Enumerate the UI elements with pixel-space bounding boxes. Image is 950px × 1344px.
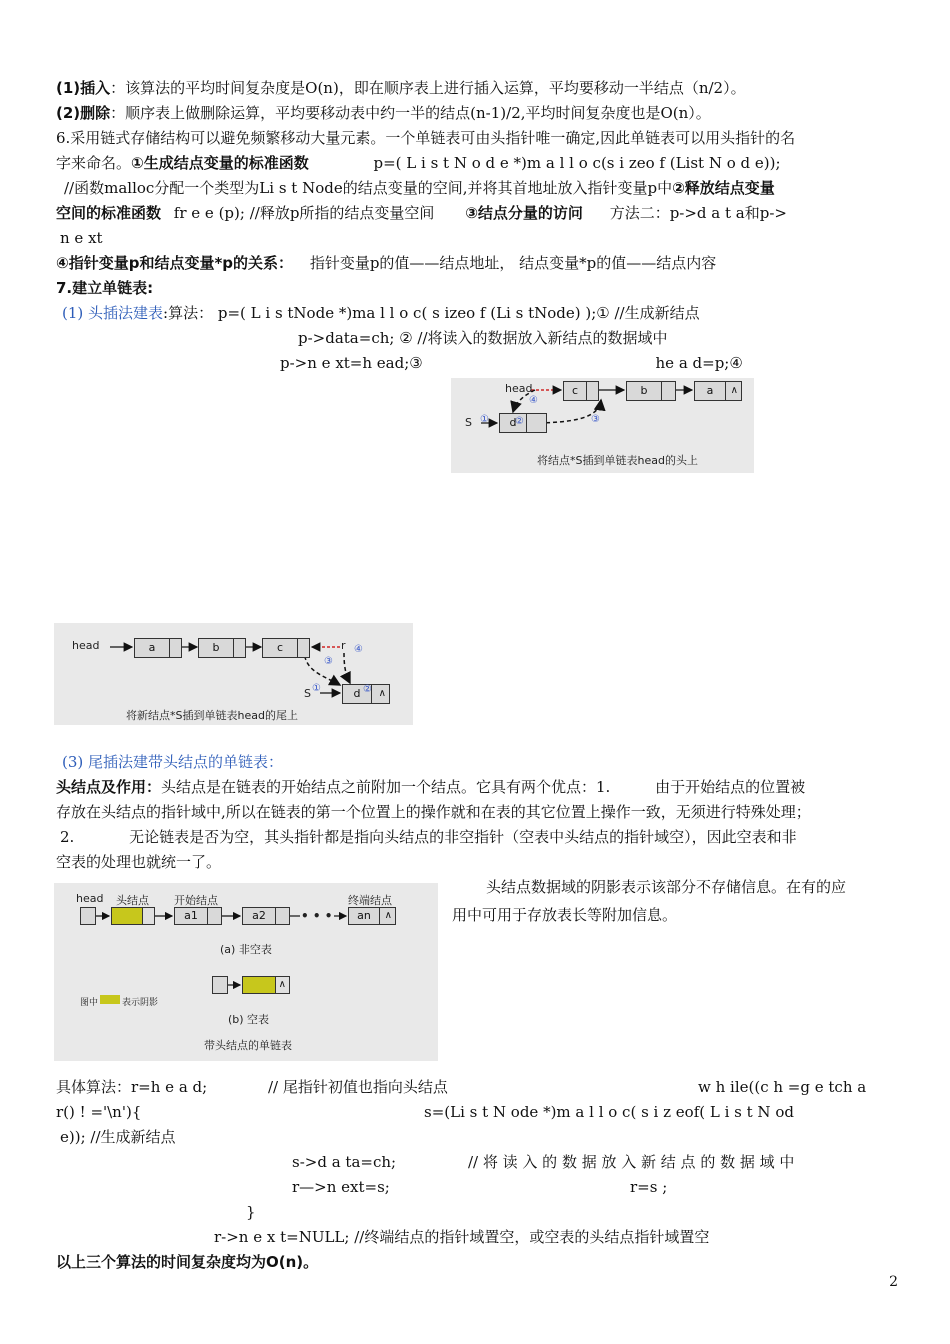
line-6b: 字来命名。①生成结点变量的标准函数 p=( L i s t N o d e *)m a l l o c(s i zeo f (List N o d e)); — [56, 154, 781, 172]
algo-line-2b: s=(Li s t N ode *)m a l l o c( s i z eof( L i s t N od — [424, 1103, 794, 1121]
shaded-data-field — [243, 977, 276, 993]
list-node: c — [262, 638, 310, 658]
legend-suffix: 表示阴影 — [122, 998, 159, 1008]
line-head-node-2: 存放在头结点的指针域中,所以在链表的第一个位置上的操作就和在表的其它位置上操作一致，无须进行特殊处理； — [56, 803, 811, 821]
shaded-data-field — [112, 908, 143, 924]
start-node-label: 开始结点 — [174, 894, 218, 907]
line-6e: n e xt — [60, 229, 103, 247]
algo-line-1: 具体算法：r=h e a d; // 尾指针初值也指向头结点 — [56, 1078, 448, 1096]
line-head-node: 头结点及作用：头结点是在链表的开始结点之前附加一个结点。它具有两个优点：1. 由于开始结点的位置被 — [56, 778, 806, 796]
head-label: head — [76, 892, 104, 905]
algo-line-4b: // 将 读 入 的 数 据 放 入 新 结 点 的 数 据 域 中 — [468, 1153, 795, 1171]
end-node-label: 终端结点 — [348, 894, 392, 907]
line-shade-note-2: 用中可用于存放表长等附加信息。 — [452, 906, 678, 924]
step-mark: ① — [312, 683, 321, 694]
algo-line-2: r() ! ='\n'){ — [56, 1103, 142, 1121]
ellipsis: • • • — [301, 909, 333, 923]
empty-head-node — [242, 976, 290, 994]
section-7-heading: 7.建立单链表: — [56, 279, 154, 297]
algo-line-1b: w h ile((c h =g e tch a — [698, 1078, 867, 1096]
line-delete: (2)删除：顺序表上做删除运算，平均要移动表中约一半的结点(n-1)/2,平均时间复杂度也是O(n）。 — [56, 104, 711, 122]
list-node: c — [563, 381, 599, 401]
step-mark: ④ — [354, 644, 363, 655]
page-number: 2 — [889, 1274, 898, 1290]
list-node: a — [134, 638, 182, 658]
line-head-node-3: 2. 无论链表是否为空，其头指针都是指向头结点的非空指针（空表中头结点的指针域空），因此空表和非 — [60, 828, 797, 846]
null-pointer-icon: ∧ — [278, 979, 286, 990]
line-shade-note: 头结点数据域的阴影表示该部分不存储信息。在有的应 — [486, 878, 847, 896]
list-node: b — [626, 381, 676, 401]
algo-line-5: r—>n ext=s; — [292, 1178, 390, 1196]
line-6f: ④指针变量p和结点变量*p的关系： 指针变量p的值——结点地址， 结点变量*p的值——结点内容 — [56, 254, 717, 272]
s-label: S — [465, 416, 472, 429]
step-mark: ② — [363, 684, 372, 695]
algo-line-6: } — [246, 1203, 256, 1221]
null-pointer-icon: ∧ — [730, 385, 738, 396]
head-node-label: 头结点 — [116, 894, 149, 907]
step-mark: ④ — [529, 395, 538, 406]
step-mark: ③ — [591, 414, 600, 425]
line-head-node-4: 空表的处理也就统一了。 — [56, 853, 222, 871]
subcaption-b: (b) 空表 — [228, 1013, 270, 1026]
s-label: S — [304, 687, 311, 700]
head-node — [111, 907, 155, 925]
figure-caption: 带头结点的单链表 — [204, 1039, 292, 1052]
step-mark: ① — [480, 414, 489, 425]
new-node: d — [499, 413, 547, 433]
figure-headed-list — [54, 883, 438, 1061]
section-3-heading: (3) 尾插法建带头结点的单链表： — [62, 753, 284, 771]
algo-line-5b: r=s ; — [630, 1178, 668, 1196]
step-mark: ② — [515, 416, 524, 427]
null-pointer-icon: ∧ — [384, 910, 392, 921]
new-node: d ∧ — [342, 684, 390, 704]
head-pointer-box — [212, 976, 228, 994]
head-label: head — [72, 639, 100, 652]
figure-caption: 将新结点*S插到单链表head的尾上 — [126, 709, 298, 722]
line-insert: (1)插入：该算法的平均时间复杂度是O(n)，即在顺序表上进行插入运算，平均要移动一半结点（n/2）。 — [56, 79, 746, 97]
figure-head-insert — [451, 378, 754, 473]
line-7-1c: p->n e xt=h ead;③ he a d=p;④ — [280, 354, 743, 372]
step-mark: ③ — [324, 656, 333, 667]
algo-line-3: e)); //生成新结点 — [60, 1128, 176, 1146]
list-node: a1 — [174, 907, 222, 925]
subcaption-a: (a) 非空表 — [220, 943, 272, 956]
list-node-tail: an ∧ — [348, 907, 396, 925]
legend-swatch — [100, 995, 120, 1004]
algo-line-4: s->d a ta=ch; — [292, 1153, 397, 1171]
legend-prefix: 图中 — [80, 998, 99, 1008]
null-pointer-icon: ∧ — [378, 688, 386, 699]
head-pointer-box — [80, 907, 96, 925]
line-6d: 空间的标准函数 fr e e (p); //释放p所指的结点变量空间 ③结点分量的访问 方法二：p->d a t a和p-> — [56, 204, 787, 222]
line-7-1b: p->data=ch; ② //将读入的数据放入新结点的数据域中 — [298, 329, 668, 347]
figure-caption: 将结点*S插到单链表head的头上 — [537, 454, 698, 467]
list-node-tail: a ∧ — [694, 381, 742, 401]
list-node: b — [198, 638, 246, 658]
conclusion-line: 以上三个算法的时间复杂度均为O(n)。 — [56, 1253, 319, 1271]
line-7-1: (1) 头插法建表:算法： p=( L i s tNode *)ma l l o c( s izeo f (Li s tNode) );① //生成新结点 — [62, 304, 700, 322]
list-node: a2 — [242, 907, 290, 925]
algo-line-7: r->n e x t=NULL; //终端结点的指针域置空，或空表的头结点指针域置空 — [214, 1228, 710, 1246]
figure-tail-insert — [54, 623, 413, 725]
r-label: r — [341, 639, 346, 652]
line-6c: //函数malloc分配一个类型为Li s t Node的结点变量的空间,并将其首地址放入指针变量p中②释放结点变量 — [64, 179, 775, 197]
line-6: 6.采用链式存储结构可以避免频繁移动大量元素。一个单链表可由头指针唯一确定,因此单链表可以用头指针的名 — [56, 129, 796, 147]
head-label: head — [505, 382, 533, 395]
